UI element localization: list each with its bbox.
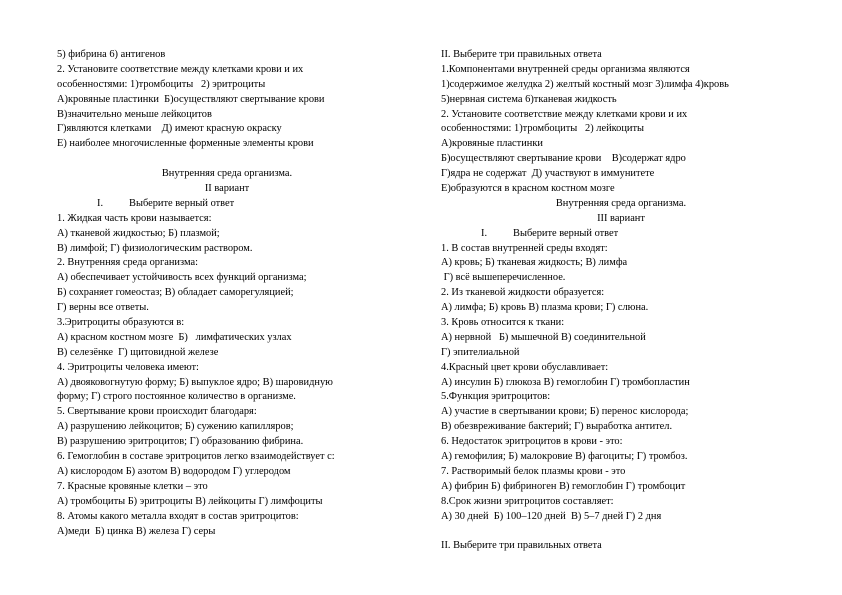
- left-text-line: А) обеспечивает устойчивость всех функций организма;: [57, 272, 307, 284]
- left-text-line: 2. Установите соответствие между клетками крови и их: [57, 63, 304, 75]
- right-text-line: 6. Недостаток эритроцитов в крови - это:: [441, 436, 623, 448]
- left-text-line: особенностями: 1)тромбоциты 2) эритроциты: [57, 78, 266, 90]
- right-text-line: А) нервной Б) мышечной В) соединительной: [441, 331, 646, 343]
- right-text-line: Г)ядра не содержат Д) участвуют в иммунитете: [441, 168, 655, 180]
- right-column: [441, 48, 801, 554]
- right-blank-line: [441, 525, 801, 540]
- right-section-heading: I. Выберите верный ответ: [481, 227, 619, 239]
- left-text-line: форму; Г) строго постоянное количество в организме.: [57, 391, 296, 403]
- left-text-line: 3.Эритроциты образуются в:: [57, 317, 185, 329]
- left-text-line: 6. Гемоглобин в составе эритроцитов легко взаимодействует с:: [57, 451, 335, 463]
- left-heading: Внутренняя среда организма.: [161, 168, 293, 180]
- right-text-line: А) фибрин Б) фибриноген В) гемоглобин Г) тромбоцит: [441, 480, 686, 492]
- left-text-line: А) двояковогнутую форму; Б) выпуклое ядро; В) шаровидную: [57, 376, 333, 388]
- right-text-line: 5)нервная система 6)тканевая жидкость: [441, 93, 617, 105]
- right-text-line: 3. Кровь относится к ткани:: [441, 317, 565, 329]
- left-text-line: Е) наиболее многочисленные форменные элементы крови: [57, 138, 314, 150]
- right-heading: III вариант: [597, 212, 645, 224]
- right-text-line: Б)осуществляют свертывание крови В)содержат ядро: [441, 153, 686, 165]
- right-text-line: 4.Красный цвет крови обуславливает:: [441, 361, 609, 373]
- right-text-line: II. Выберите три правильных ответа: [441, 49, 602, 60]
- right-text-line: II. Выберите три правильных ответа: [441, 540, 602, 552]
- left-text-line: Б) сохраняет гомеостаз; В) обладает саморегуляцией;: [57, 287, 294, 299]
- right-text-line: 2. Из тканевой жидкости образуется:: [441, 287, 605, 299]
- left-text-line: 4. Эритроциты человека имеют:: [57, 361, 199, 373]
- left-blank-line: [57, 152, 397, 167]
- left-text-line: 7. Красные кровяные клетки – это: [57, 480, 208, 492]
- left-text-line: 5) фибрина 6) антигенов: [57, 49, 166, 60]
- right-text-line: А) лимфа; Б) кровь В) плазма крови; Г) слюна.: [441, 302, 649, 314]
- left-text-line: В)значительно меньше лейкоцитов: [57, 108, 212, 120]
- right-text-line: 1. В состав внутренней среды входят:: [441, 242, 608, 254]
- left-text-line: А) тромбоциты Б) эритроциты В) лейкоциты Г) лимфоциты: [57, 495, 323, 507]
- right-text-line: 7. Растворимый белок плазмы крови - это: [441, 465, 626, 477]
- left-text-line: А) тканевой жидкостью; Б) плазмой;: [57, 227, 220, 239]
- left-text-line: В) разрушению эритроцитов; Г) образованию фибрина.: [57, 436, 304, 448]
- right-text-line: А) кровь; Б) тканевая жидкость; В) лимфа: [441, 257, 628, 269]
- right-text-line: 1.Компонентами внутренней среды организма являются: [441, 63, 690, 75]
- right-text-line: 1)содержимое желудка 2) желтый костный мозг 3)лимфа 4)кровь: [441, 78, 729, 90]
- left-text-line: А) разрушению лейкоцитов; Б) сужению капилляров;: [57, 421, 294, 433]
- right-text-line: 5.Функция эритроцитов:: [441, 391, 551, 403]
- left-text-line: В) лимфой; Г) физиологическим раствором.: [57, 242, 253, 254]
- left-text-line: 2. Внутренняя среда организма:: [57, 257, 198, 269]
- left-text-line: 1. Жидкая часть крови называется:: [57, 212, 212, 224]
- left-text-line: 8. Атомы какого металла входят в состав эритроцитов:: [57, 510, 299, 522]
- left-text-line: А)меди Б) цинка В) железа Г) серы: [57, 525, 216, 537]
- right-text-line: А) 30 дней Б) 100–120 дней В) 5–7 дней Г) 2 дня: [441, 510, 662, 522]
- right-text-line: Г) эпителиальной: [441, 346, 520, 358]
- right-text-line: особенностями: 1)тромбоциты 2) лейкоциты: [441, 123, 644, 135]
- left-column: [57, 48, 397, 539]
- left-text-line: А)кровяные пластинки Б)осуществляют свертывание крови: [57, 93, 325, 105]
- right-text-line: А) участие в свертывании крови; Б) перенос кислорода;: [441, 406, 689, 418]
- right-text-line: Е)образуются в красном костном мозге: [441, 183, 615, 195]
- right-text-line: А) гемофилия; Б) малокровие В) фагоциты; Г) тромбоз.: [441, 451, 688, 463]
- right-text-line: Г) всё вышеперечисленное.: [441, 272, 566, 284]
- right-text-line: 2. Установите соответствие между клетками крови и их: [441, 108, 688, 120]
- right-text-line: А)кровяные пластинки: [441, 138, 543, 150]
- left-text-line: А) кислородом Б) азотом В) водородом Г) углеродом: [57, 465, 291, 477]
- left-text-line: Г)являются клетками Д) имеют красную окраску: [57, 123, 282, 135]
- left-heading: II вариант: [204, 183, 250, 195]
- left-section-heading: I. Выберите верный ответ: [97, 197, 235, 209]
- right-text-line: 8.Срок жизни эритроцитов составляет:: [441, 495, 614, 507]
- right-heading: Внутренняя среда организма.: [555, 197, 687, 209]
- left-text-line: 5. Свертывание крови происходит благодаря:: [57, 406, 257, 418]
- left-text-line: А) красном костном мозге Б) лимфатических узлах: [57, 331, 292, 343]
- right-text-line: В) обезвреживание бактерий; Г) выработка антител.: [441, 421, 673, 433]
- right-text-line: А) инсулин Б) глюкоза В) гемоглобин Г) тромбопластин: [441, 376, 690, 388]
- left-text-line: Г) верны все ответы.: [57, 302, 149, 314]
- left-text-line: В) селезёнке Г) щитовидной железе: [57, 346, 219, 358]
